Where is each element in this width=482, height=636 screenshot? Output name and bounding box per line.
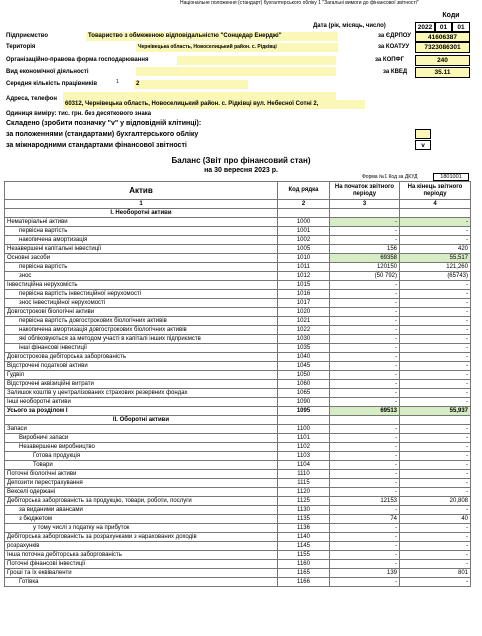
kved-code: 35.11 <box>415 67 470 78</box>
row-code: 1090 <box>278 398 330 407</box>
unit-label: Одиниця виміру: тис. грн. без десяткового знака <box>6 111 152 117</box>
row-code: 1115 <box>278 479 330 488</box>
enterprise-value: Товариство з обмеженою відповідальністю "Сонцедар Енерджі" <box>86 32 338 41</box>
row-label: первісна вартість інвестиційної нерухомості <box>5 290 278 299</box>
row-label: Запаси <box>5 425 278 434</box>
row-end-value: - <box>400 389 471 398</box>
header-n4: 4 <box>400 200 471 209</box>
date-year: 2022 <box>415 22 435 32</box>
row-end-value: - <box>400 533 471 542</box>
row-start-value: - <box>330 218 400 227</box>
row-label: Нематеріальні активи <box>5 218 278 227</box>
row-code: 1095 <box>278 407 330 416</box>
row-code: 1165 <box>278 569 330 578</box>
kved-label: за КВЕД <box>383 69 408 75</box>
row-label: первісна вартість довгострокових біологічних активів <box>5 317 278 326</box>
row-label: Незавершене виробництво <box>5 443 278 452</box>
row-label: Довгострокові біологічні активи <box>5 308 278 317</box>
row-label: розрахунків <box>5 542 278 551</box>
staff-note: 1 <box>116 79 119 85</box>
kopfg-label: за КОПФГ <box>375 57 405 63</box>
header-n3: 3 <box>330 200 400 209</box>
row-code: 1002 <box>278 236 330 245</box>
row-end-value: - <box>400 506 471 515</box>
header-start: На початок звітного періоду <box>330 182 400 200</box>
row-end-value: 121,260 <box>400 263 471 272</box>
koatuu-code: 7323086301 <box>415 42 470 53</box>
row-end-value: - <box>400 434 471 443</box>
table-row <box>5 317 471 326</box>
row-end-value: (65743) <box>400 272 471 281</box>
table-row <box>5 479 471 488</box>
row-code: 1020 <box>278 308 330 317</box>
pbo-label: за положеннями (стандартами) бухгалтерського обліку <box>6 131 199 138</box>
table-row <box>5 569 471 578</box>
kopfg-code: 240 <box>415 55 470 66</box>
row-code: 1145 <box>278 542 330 551</box>
enterprise-label: Підприємство <box>6 33 48 39</box>
row-code: 1135 <box>278 515 330 524</box>
row-code: 1050 <box>278 371 330 380</box>
section-row <box>5 416 471 425</box>
top-note: Національне положення (стандарт) бухгалтерського обліку 1 "Загальні вимоги до фінансової звітності" <box>180 0 419 6</box>
row-code: 1065 <box>278 389 330 398</box>
row-code: 1005 <box>278 245 330 254</box>
row-end-value: - <box>400 380 471 389</box>
row-start-value: - <box>330 344 400 353</box>
row-label: Дебіторська заборгованість за продукцію, товари, роботи, послуги <box>5 497 278 506</box>
row-label: знос інвестиційної нерухомості <box>5 299 278 308</box>
row-end-value: - <box>400 371 471 380</box>
row-end-value: 20,808 <box>400 497 471 506</box>
row-code: 1035 <box>278 344 330 353</box>
row-start-value: (50 792) <box>330 272 400 281</box>
table-row <box>5 506 471 515</box>
row-start-value: - <box>330 299 400 308</box>
row-end-value: - <box>400 488 471 497</box>
date-month: 01 <box>435 22 452 32</box>
legal-form-value <box>177 56 336 65</box>
table-row <box>5 254 471 263</box>
row-start-value: 69513 <box>330 407 400 416</box>
territory-value: Чернівецька область, Новоселицький район. с. Рідківці <box>136 43 338 52</box>
table-row <box>5 578 471 587</box>
row-start-value: - <box>330 506 400 515</box>
row-code: 1060 <box>278 380 330 389</box>
row-start-value: - <box>330 353 400 362</box>
row-code: 1120 <box>278 488 330 497</box>
row-start-value: 120150 <box>330 263 400 272</box>
row-end-value: - <box>400 335 471 344</box>
row-label: Виробничі запаси <box>5 434 278 443</box>
row-start-value: - <box>330 389 400 398</box>
row-code: 1010 <box>278 254 330 263</box>
row-label: Гроші та їх еквіваленти <box>5 569 278 578</box>
table-row <box>5 281 471 290</box>
row-label: Залишок коштів у централізованих страхових резервних фондах <box>5 389 278 398</box>
row-label: Відстрочені податкові активи <box>5 362 278 371</box>
row-code: 1015 <box>278 281 330 290</box>
table-row <box>5 533 471 542</box>
row-code: 1021 <box>278 317 330 326</box>
row-end-value: - <box>400 236 471 245</box>
compiled-label: Складено (зробити позначку "v" у відповідній клітинці): <box>6 120 202 127</box>
row-end-value: - <box>400 308 471 317</box>
row-label: II. Оборотні активи <box>5 416 278 425</box>
activity-value <box>136 67 336 76</box>
row-label: Незавершені капітальні інвестиції <box>5 245 278 254</box>
table-row <box>5 398 471 407</box>
row-code: 1022 <box>278 326 330 335</box>
row-label: інші фінансові інвестиції <box>5 344 278 353</box>
row-label: I. Необоротні активи <box>5 209 278 218</box>
header-code: Код рядка <box>278 182 330 200</box>
table-row <box>5 308 471 317</box>
row-end-value: - <box>400 299 471 308</box>
row-code: 1045 <box>278 362 330 371</box>
table-row <box>5 470 471 479</box>
row-end-value <box>400 416 471 425</box>
row-label: Товари <box>5 461 278 470</box>
row-start-value: 74 <box>330 515 400 524</box>
row-end-value: - <box>400 344 471 353</box>
row-end-value: - <box>400 542 471 551</box>
row-end-value: - <box>400 524 471 533</box>
table-row <box>5 560 471 569</box>
address-value: 60312, Чернівецька область, Новоселицький район. с. Рідківці вул. Небесної Сотні 2, <box>63 100 365 109</box>
row-end-value: - <box>400 218 471 227</box>
codes-label: Коди <box>442 12 460 19</box>
row-end-value: - <box>400 317 471 326</box>
table-row <box>5 290 471 299</box>
row-end-value: - <box>400 479 471 488</box>
row-end-value: - <box>400 461 471 470</box>
table-row <box>5 524 471 533</box>
header-n1: 1 <box>5 200 278 209</box>
row-start-value: - <box>330 362 400 371</box>
row-end-value: - <box>400 281 471 290</box>
row-start-value: - <box>330 560 400 569</box>
table-row <box>5 236 471 245</box>
edrpou-label: за ЄДРПОУ <box>378 33 412 39</box>
date-label: Дата (рік, місяць, число) <box>313 23 386 29</box>
row-code: 1155 <box>278 551 330 560</box>
row-end-value: - <box>400 398 471 407</box>
row-start-value: 156 <box>330 245 400 254</box>
row-code: 1001 <box>278 227 330 236</box>
row-end-value: - <box>400 452 471 461</box>
row-code <box>278 416 330 425</box>
table-row <box>5 488 471 497</box>
table-row <box>5 344 471 353</box>
table-row <box>5 452 471 461</box>
row-start-value: - <box>330 227 400 236</box>
row-end-value: 801 <box>400 569 471 578</box>
row-start-value <box>330 209 400 218</box>
territory-label: Територія <box>6 44 36 50</box>
row-label: з бюджетом <box>5 515 278 524</box>
row-start-value: - <box>330 317 400 326</box>
total-row <box>5 407 471 416</box>
table-row <box>5 551 471 560</box>
row-label: Дебіторська заборгованість за розрахунками з нарахованих доходів <box>5 533 278 542</box>
row-end-value: - <box>400 227 471 236</box>
table-number-row <box>5 200 471 209</box>
legal-form-label: Організаційно-правова форма господарювання <box>6 57 149 63</box>
row-code: 1125 <box>278 497 330 506</box>
row-code: 1000 <box>278 218 330 227</box>
row-code: 1104 <box>278 461 330 470</box>
row-code: 1160 <box>278 560 330 569</box>
row-start-value <box>330 416 400 425</box>
table-row <box>5 272 471 281</box>
row-code: 1103 <box>278 452 330 461</box>
row-end-value: 55,937 <box>400 407 471 416</box>
page-subtitle: на 30 вересня 2023 р. <box>204 167 278 174</box>
row-label: знос <box>5 272 278 281</box>
table-row <box>5 443 471 452</box>
date-day: 01 <box>452 22 470 32</box>
row-start-value: - <box>330 371 400 380</box>
row-start-value: - <box>330 488 400 497</box>
table-row <box>5 299 471 308</box>
section-row <box>5 209 471 218</box>
table-row <box>5 362 471 371</box>
row-start-value: - <box>330 578 400 587</box>
staff-value: 2 <box>134 80 248 89</box>
row-label: Готова продукція <box>5 452 278 461</box>
row-code: 1101 <box>278 434 330 443</box>
header-aktiv: Актив <box>5 182 278 200</box>
row-end-value: - <box>400 470 471 479</box>
row-label: у тому числі з податку на прибуток <box>5 524 278 533</box>
row-end-value: - <box>400 578 471 587</box>
table-row <box>5 515 471 524</box>
koatuu-label: за КОАТУУ <box>378 44 410 50</box>
row-code: 1102 <box>278 443 330 452</box>
row-code: 1136 <box>278 524 330 533</box>
header-end: На кінець звітного періоду <box>400 182 471 200</box>
row-label: накопичена амортизація довгострокових біологічних активів <box>5 326 278 335</box>
row-end-value: 40 <box>400 515 471 524</box>
row-start-value: - <box>330 308 400 317</box>
row-label: Усього за розділом I <box>5 407 278 416</box>
row-end-value: - <box>400 290 471 299</box>
row-code: 1130 <box>278 506 330 515</box>
row-end-value: - <box>400 443 471 452</box>
staff-label: Середня кількість працівників <box>6 81 98 87</box>
row-start-value: - <box>330 326 400 335</box>
row-end-value: - <box>400 353 471 362</box>
row-label: Депозити перестрахування <box>5 479 278 488</box>
row-end-value: - <box>400 551 471 560</box>
row-label: первісна вартість <box>5 263 278 272</box>
table-row <box>5 434 471 443</box>
row-label: первісна вартість <box>5 227 278 236</box>
table-row <box>5 497 471 506</box>
row-code: 1011 <box>278 263 330 272</box>
row-end-value: - <box>400 326 471 335</box>
row-code: 1140 <box>278 533 330 542</box>
row-code: 1166 <box>278 578 330 587</box>
row-label: Інша поточна дебіторська заборгованість <box>5 551 278 560</box>
table-row <box>5 371 471 380</box>
ifrs-mark[interactable]: v <box>415 140 431 150</box>
row-code <box>278 209 330 218</box>
form-code: 1801001 <box>433 173 469 181</box>
address-fill <box>63 92 336 100</box>
row-start-value: - <box>330 551 400 560</box>
row-code: 1012 <box>278 272 330 281</box>
table-row <box>5 335 471 344</box>
row-start-value: - <box>330 533 400 542</box>
row-end-value: - <box>400 425 471 434</box>
row-start-value: - <box>330 452 400 461</box>
row-end-value: - <box>400 560 471 569</box>
row-start-value: - <box>330 434 400 443</box>
row-end-value <box>400 209 471 218</box>
row-end-value: 420 <box>400 245 471 254</box>
row-label: Довгострокова дебіторська заборгованість <box>5 353 278 362</box>
table-row <box>5 389 471 398</box>
table-row <box>5 263 471 272</box>
row-start-value: 12153 <box>330 497 400 506</box>
row-code: 1100 <box>278 425 330 434</box>
table-header-row <box>5 182 471 200</box>
table-row <box>5 245 471 254</box>
row-label: накопичена амортизація <box>5 236 278 245</box>
row-start-value: - <box>330 524 400 533</box>
row-label: Поточні біологічні активи <box>5 470 278 479</box>
row-label: Інші необоротні активи <box>5 398 278 407</box>
row-label: Основні засоби <box>5 254 278 263</box>
row-start-value: - <box>330 281 400 290</box>
table-row <box>5 218 471 227</box>
table-row <box>5 380 471 389</box>
row-label: Гудвіл <box>5 371 278 380</box>
table-row <box>5 353 471 362</box>
row-start-value: - <box>330 398 400 407</box>
table-row <box>5 227 471 236</box>
row-end-value: - <box>400 362 471 371</box>
row-start-value: - <box>330 236 400 245</box>
row-code: 1110 <box>278 470 330 479</box>
row-code: 1016 <box>278 290 330 299</box>
row-start-value: - <box>330 335 400 344</box>
table-row <box>5 425 471 434</box>
row-start-value: - <box>330 290 400 299</box>
row-code: 1017 <box>278 299 330 308</box>
row-start-value: - <box>330 380 400 389</box>
row-start-value: 139 <box>330 569 400 578</box>
row-start-value: - <box>330 425 400 434</box>
table-row <box>5 326 471 335</box>
row-label: Поточні фінансові інвестиції <box>5 560 278 569</box>
edrpou-code: 41606387 <box>415 32 470 42</box>
row-start-value: - <box>330 479 400 488</box>
row-end-value: 55,517 <box>400 254 471 263</box>
row-label: за виданими авансами <box>5 506 278 515</box>
row-label: які обліковуються за методом участі в капіталі інших підприємств <box>5 335 278 344</box>
row-start-value: - <box>330 443 400 452</box>
form-label: Форма №1 Код за ДКУД <box>362 174 418 180</box>
row-label: Відстрочені аквізиційні витрати <box>5 380 278 389</box>
pbo-mark[interactable] <box>415 129 431 139</box>
row-start-value: - <box>330 542 400 551</box>
row-start-value: - <box>330 470 400 479</box>
ifrs-label: за міжнародними стандартами фінансової звітності <box>6 142 187 149</box>
balance-table <box>4 181 471 587</box>
table-row <box>5 542 471 551</box>
row-label: Інвестиційна нерухомість <box>5 281 278 290</box>
table-row <box>5 461 471 470</box>
row-label: Векселі одержані <box>5 488 278 497</box>
address-label: Адреса, телефон <box>6 96 57 102</box>
row-code: 1030 <box>278 335 330 344</box>
page-title: Баланс (Звіт про фінансовий стан) <box>171 156 311 165</box>
activity-label: Вид економічної діяльності <box>6 69 89 75</box>
row-start-value: 69358 <box>330 254 400 263</box>
row-start-value: - <box>330 461 400 470</box>
header-n2: 2 <box>278 200 330 209</box>
row-code: 1040 <box>278 353 330 362</box>
row-label: Готівка <box>5 578 278 587</box>
